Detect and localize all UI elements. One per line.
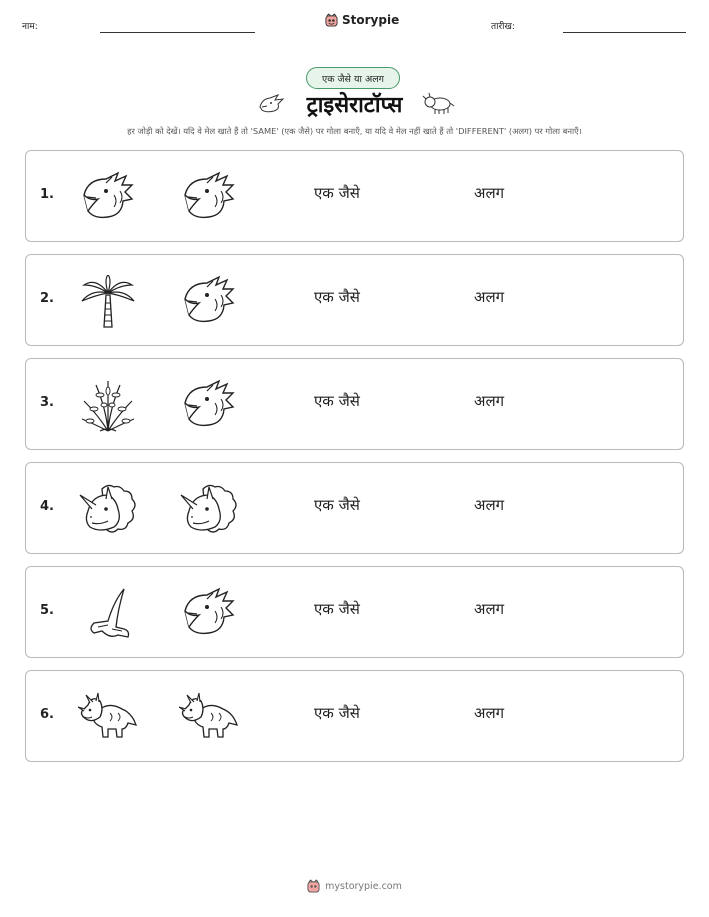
different-option[interactable]: अलग [474, 600, 505, 618]
triceratops-body-icon [423, 93, 455, 115]
fern-plant-icon [78, 379, 138, 433]
question-row-5 [25, 566, 684, 658]
triceratops-face-icon [78, 483, 138, 537]
question-number: 4. [40, 499, 54, 514]
question-row-3 [25, 358, 684, 450]
storypie-badge-icon [307, 880, 320, 893]
question-number: 3. [40, 395, 54, 410]
question-number: 2. [40, 291, 54, 306]
same-option[interactable]: एक जैसे [314, 392, 360, 410]
name-field[interactable] [100, 32, 255, 33]
triceratops-head-icon [179, 587, 239, 641]
storypie-logo [325, 13, 399, 27]
brand-name: Storypie [342, 13, 400, 27]
triceratops-body-icon [78, 691, 138, 745]
different-option[interactable]: अलग [474, 392, 505, 410]
name-label: नाम: [22, 22, 38, 32]
date-label: तारीख: [491, 22, 515, 32]
triceratops-head-icon [179, 275, 239, 329]
storypie-badge-icon [325, 14, 338, 27]
footer-site-link[interactable]: mystorypie.com [325, 881, 402, 892]
different-option[interactable]: अलग [474, 704, 505, 722]
different-option[interactable]: अलग [474, 184, 505, 202]
triceratops-head-icon [179, 379, 239, 433]
same-option[interactable]: एक जैसे [314, 600, 360, 618]
question-row-4 [25, 462, 684, 554]
question-number: 6. [40, 707, 54, 722]
palm-tree-icon [78, 275, 138, 329]
worksheet-title: ट्राइसेराटॉप्स [306, 93, 403, 118]
horn-icon [78, 587, 138, 641]
question-number: 5. [40, 603, 54, 618]
different-option[interactable]: अलग [474, 288, 505, 306]
triceratops-face-icon [179, 483, 239, 537]
instructions-text: हर जोड़ी को देखें। यदि वे मेल खाते हैं तो 'SAME' (एक जैसे) पर गोला बनाएँ, या यदि वे मेल नहीं खाते हैं तो 'DIFFERENT' (अलग) पर गोला बनाएँ। [127, 126, 582, 136]
triceratops-head-icon [179, 171, 239, 225]
question-row-1 [25, 150, 684, 242]
date-field[interactable] [563, 32, 686, 33]
question-number: 1. [40, 187, 54, 202]
same-option[interactable]: एक जैसे [314, 184, 360, 202]
question-row-6 [25, 670, 684, 762]
worksheet-type-tag: एक जैसे या अलग [306, 67, 400, 89]
same-option[interactable]: एक जैसे [314, 288, 360, 306]
different-option[interactable]: अलग [474, 496, 505, 514]
question-row-2 [25, 254, 684, 346]
footer [0, 880, 709, 893]
triceratops-body-icon [179, 691, 239, 745]
same-option[interactable]: एक जैसे [314, 704, 360, 722]
same-option[interactable]: एक जैसे [314, 496, 360, 514]
triceratops-head-icon [78, 171, 138, 225]
